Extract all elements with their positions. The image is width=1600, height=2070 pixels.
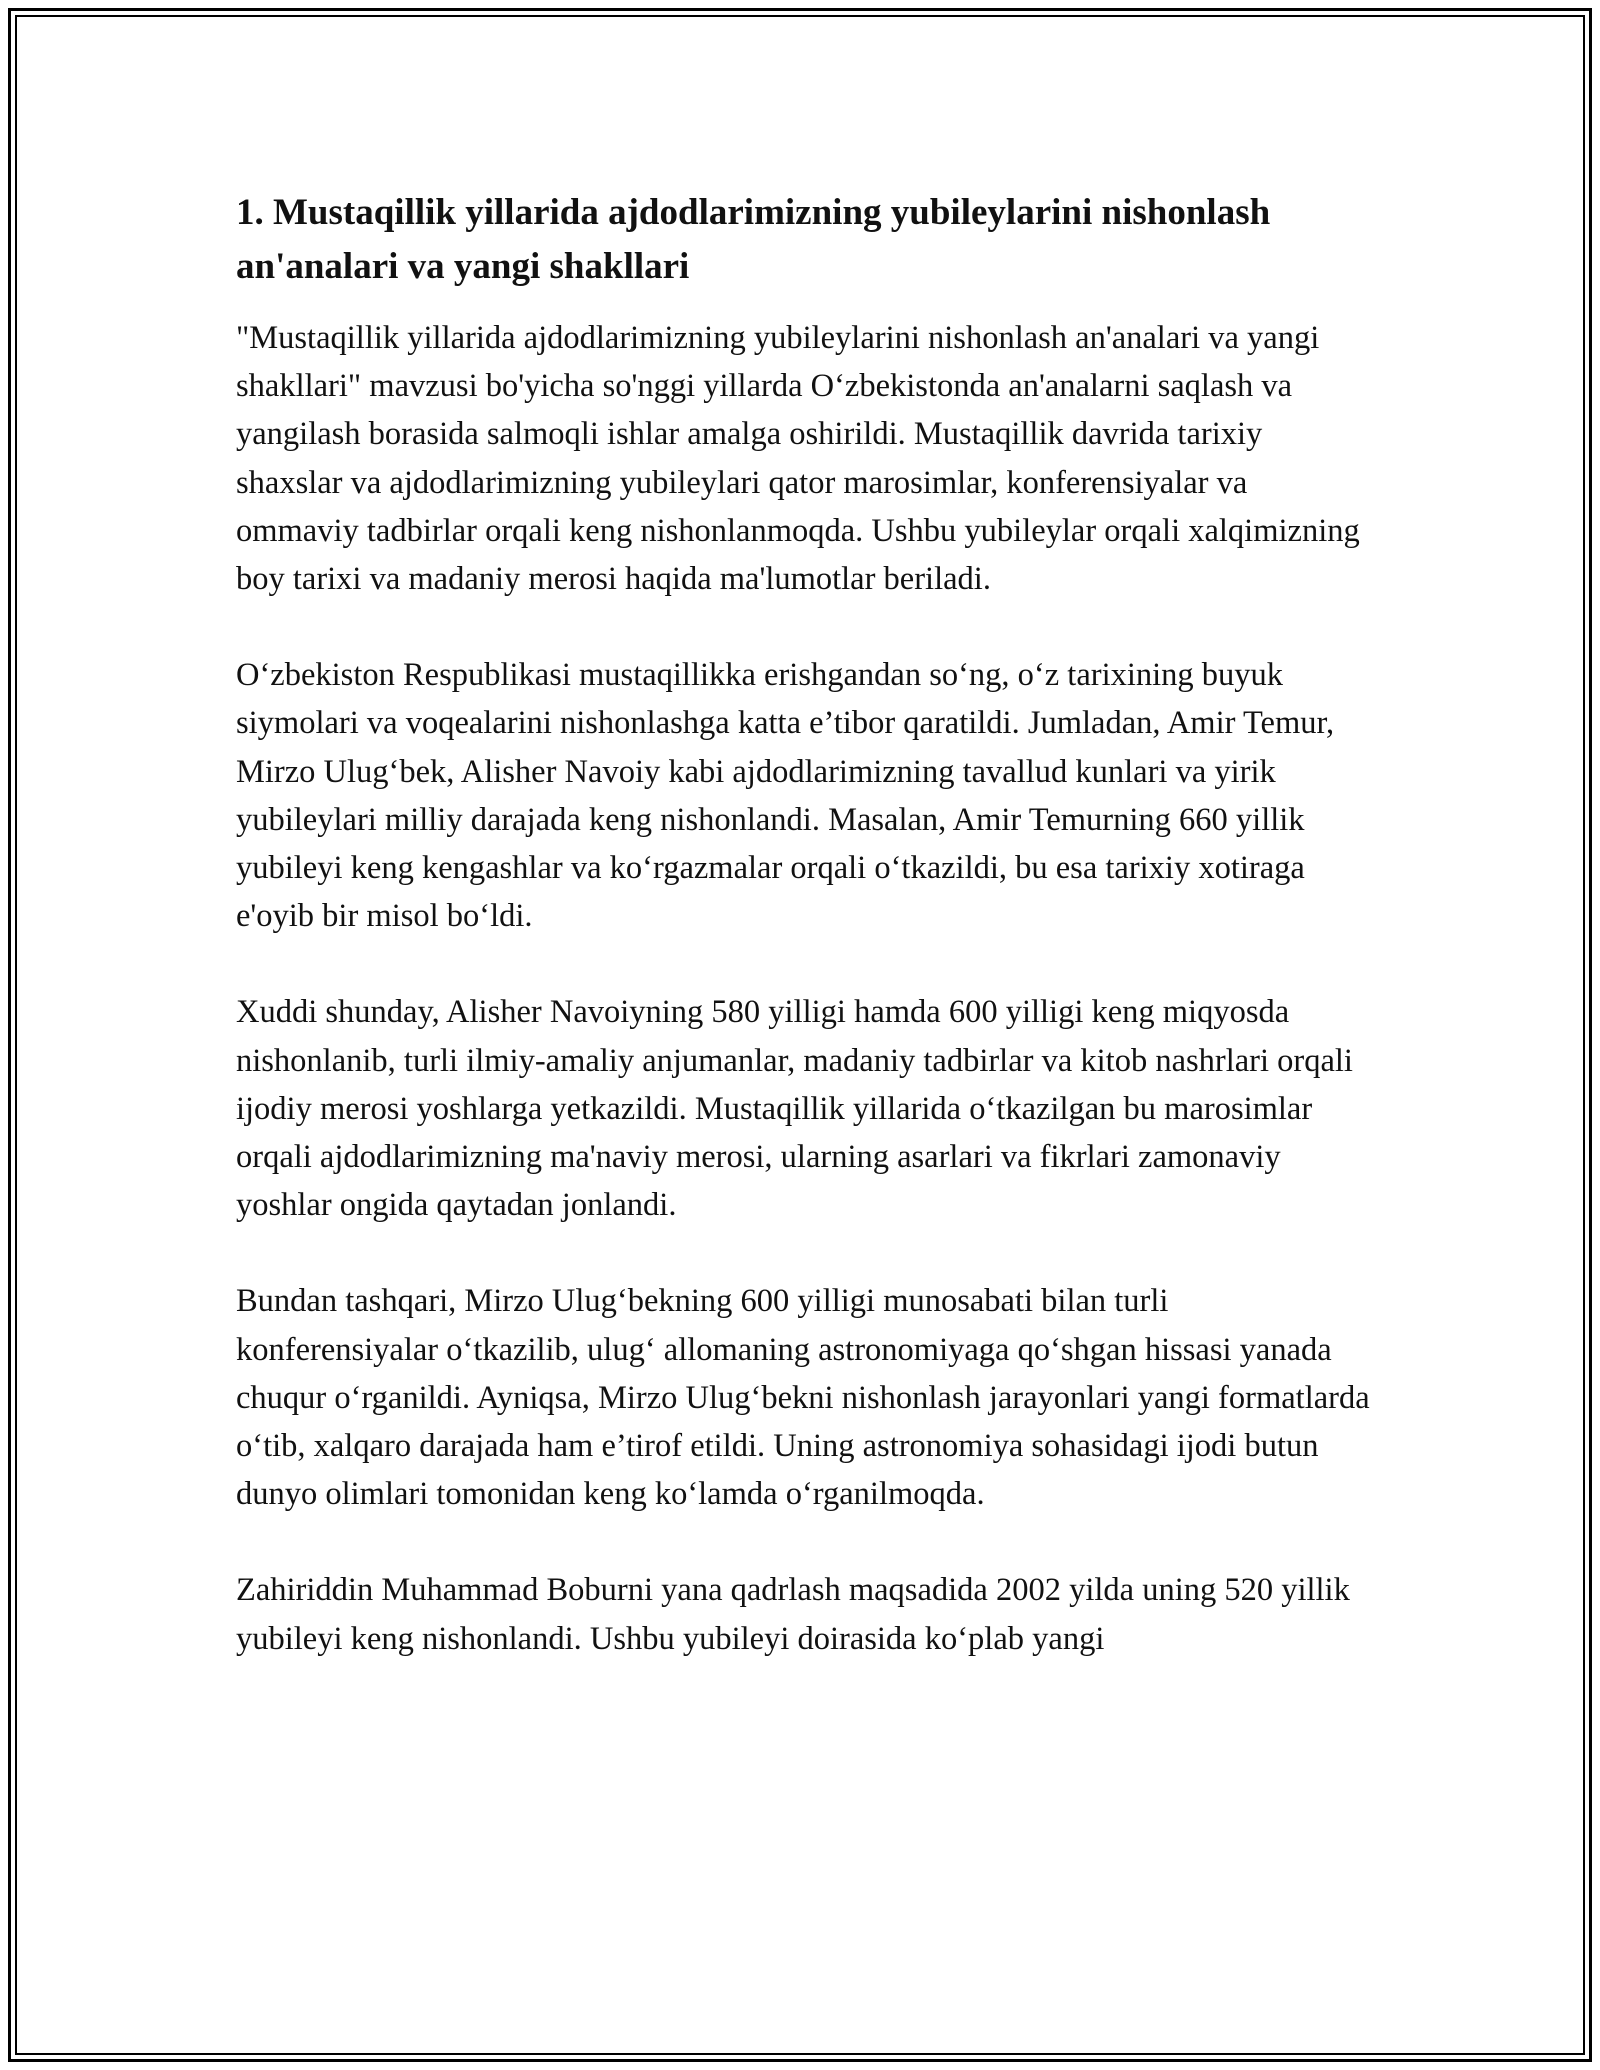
paragraph-intro: "Mustaqillik yillarida ajdodlarimizning yubileylarini nishonlash an'analari va yangi shakllari" mavzusi bo'yicha so'nggi yillarda O‘zbekistonda an'analarni saqlash va yangilash borasida salmoqli ishlar amalga oshirildi. Mustaqillik davrida tarixiy shaxslar va ajdodlarimizning yubileylari qator marosimlar, konferensiyalar va ommaviy tadbirlar orqali keng nishonlanmoqda. Ushbu yubileylar orqali xalqimizning boy tarixi va madaniy merosi haqida ma'lumotlar beriladi. <box>236 320 1360 598</box>
paragraph-independence: O‘zbekiston Respublikasi mustaqillikka erishgandan so‘ng, o‘z tarixining buyuk siymolari va voqealarini nishonlashga katta e’tibor qaratildi. Jumladan, Amir Temur, Mirzo Ulug‘bek, Alisher Navoiy kabi ajdodlarimizning tavallud kunlari va yirik yubileylari milliy darajada keng nishonlandi. Masalan, Amir Temurning 660 yillik yubileyi keng kengashlar va ko‘rgazmalar orqali o‘tkazildi, bu esa tarixiy xotiraga e'oyib bir misol bo‘ldi. <box>236 657 1335 935</box>
paragraph-navoiy: Xuddi shunday, Alisher Navoiyning 580 yilligi hamda 600 yilligi keng miqyosda nishonlanib, turli ilmiy-amaliy anjumanlar, madaniy tadbirlar va kitob nashrlari orqali ijodiy merosi yoshlarga yetkazildi. Mustaqillik yillarida o‘tkazilgan bu marosimlar orqali ajdodlarimizning ma'naviy merosi, ularning asarlari va fikrlari zamonaviy yoshlar ongida qaytadan jonlandi. <box>236 994 1353 1224</box>
section-heading: 1. Mustaqillik yillarida ajdodlarimizning yubileylarini nishonlash an'analari va yangi shakllari <box>236 192 1271 287</box>
document-body <box>236 186 1376 1711</box>
paragraph-bobur: Zahiriddin Muhammad Boburni yana qadrlash maqsadida 2002 yilda uning 520 yillik yubileyi keng nishonlandi. Ushbu yubileyi doirasida ko‘plab yangi <box>236 1572 1350 1657</box>
paragraph-ulugbek: Bundan tashqari, Mirzo Ulug‘bekning 600 yilligi munosabati bilan turli konferensiyalar o‘tkazilib, ulug‘ allomaning astronomiyaga qo‘shgan hissasi yanada chuqur o‘rganildi. Ayniqsa, Mirzo Ulug‘bekni nishonlash jarayonlari yangi formatlarda o‘tib, xalqaro darajada ham e’tirof etildi. Uning astronomiya sohasidagi ijodi butun dunyo olimlari tomonidan keng ko‘lamda o‘rganilmoqda. <box>236 1283 1370 1513</box>
